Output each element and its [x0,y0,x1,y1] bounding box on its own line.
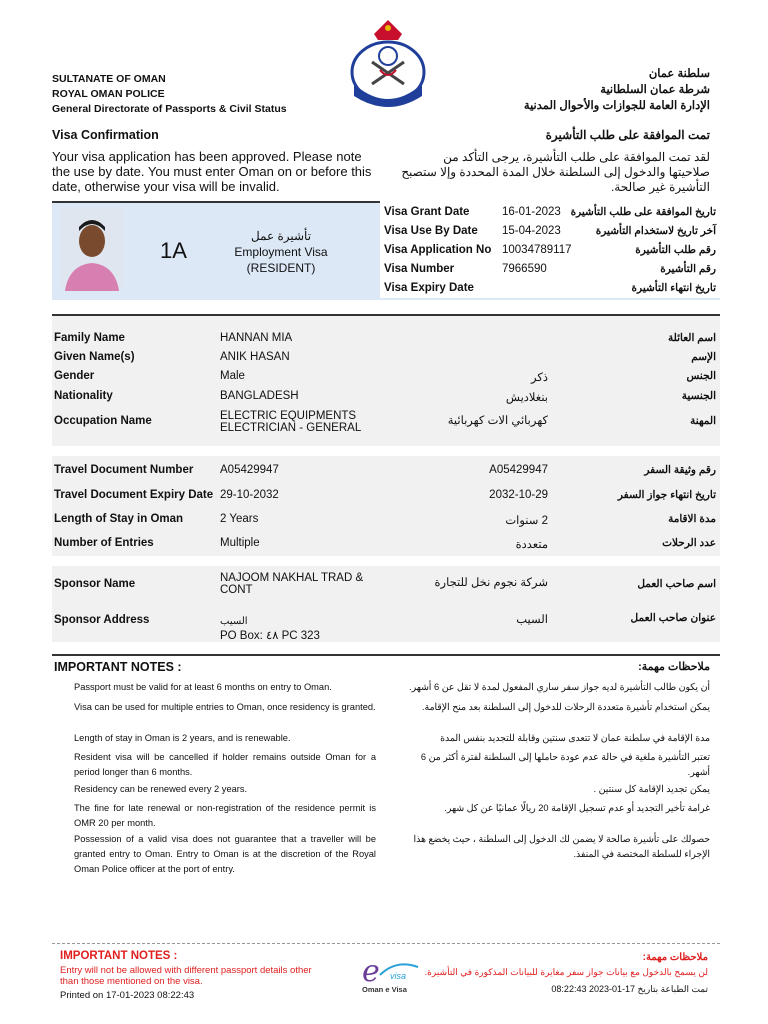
detail-label: Family Name [54,332,125,344]
note-item: Resident visa will be cancelled if holder remains outside Oman for a period longer than 6 months. [74,752,376,777]
visa-row-value: 15-04-2023 [502,225,561,237]
detail-value-ar: A05429947 [489,464,548,476]
svg-text:e: e [362,955,380,989]
detail-label: Occupation Name [54,415,152,427]
visa-row-value: 16-01-2023 [502,206,561,218]
note-item-ar: تعتبر التأشيرة ملغية في حالة عدم عودة حاملها إلى السلطنة لفترة أكثر من 6 أشهر. [420,752,710,777]
detail-label: Given Name(s) [54,351,135,363]
detail-label-ar: المهنة [690,415,716,427]
visa-row-label: Visa Grant Date [384,206,470,218]
detail-value-ar: متعددة [515,539,548,551]
detail-value-ar: 2032-10-29 [489,489,548,501]
detail-label: Sponsor Address [54,614,150,626]
detail-label-ar: الإسم [691,351,716,363]
detail-label: Nationality [54,390,113,402]
detail-value: BANGLADESH [220,390,299,402]
header-line-ar: سلطنة عمان [648,68,710,80]
note-item-ar: أن يكون طالب التأشيرة لديه جواز سفر ساري المفعول لمدة لا تقل عن 6 أشهر. [409,682,710,692]
detail-label-ar: مدة الاقامة [668,513,716,525]
printed-on: Printed on 17-01-2023 08:22:43 [60,990,195,1001]
detail-value: Male [220,370,245,382]
detail-label-ar: اسم العائلة [667,332,716,344]
visa-row-label-ar: تاريخ الموافقة على طلب التأشيرة [570,206,716,218]
header-right-ar [524,66,710,114]
sponsor-section [52,566,720,642]
detail-label-ar: عدد الرحلات [662,537,716,549]
notes-title-ar: ملاحظات مهمة: [638,661,710,673]
footer-text: Entry will not be allowed with different passport details other than those mentioned on the visa. [60,965,312,987]
note-item: Visa can be used for multiple entries to Oman, once residency is granted. [74,702,376,712]
note-item: Length of stay in Oman is 2 years, and is renewable. [74,733,291,743]
detail-value-ar: كهربائي الات كهربائية [447,415,548,427]
visa-row-label: Visa Use By Date [384,225,478,237]
detail-value: ELECTRIC EQUIPMENTS ELECTRICIAN - GENERAL [220,410,362,434]
detail-value-ar: بنغلاديش [505,392,548,404]
detail-value: Multiple [220,537,260,549]
note-item-ar: يمكن تجديد الإقامة كل سنتين . [593,784,710,794]
visa-row [380,203,720,222]
confirmation-message: Your visa application has been approved. Please note the use by date. You must enter Oman on or before this date, otherwise your visa will be invalid. [52,149,372,194]
detail-value-ar: ذكر [531,372,548,384]
note-item: Residency can be renewed every 2 years. [74,784,248,794]
footer-title-ar: ملاحظات مهمة: [642,952,708,963]
personal-details-section [52,314,720,446]
visa-row-label: Visa Expiry Date [384,282,474,294]
detail-value: PO Box: ٤٨ PC 323 [220,630,320,642]
note-item-ar: غرامة تأخير التجديد أو عدم تسجيل الإقامة 20 ريالًا عمانيًا عن كل شهر. [444,803,710,813]
visa-row-label: Visa Number [384,263,455,275]
travel-details-section [52,456,720,556]
note-item: Passport must be valid for at least 6 months on entry to Oman. [74,682,332,692]
visa-row-label-ar: تاريخ انتهاء التأشيرة [631,282,716,294]
visa-row [380,222,720,241]
visa-type-block [232,228,330,276]
royal-oman-police-emblem [344,14,432,114]
svg-text:visa: visa [390,971,407,981]
detail-label-ar: عنوان صاحب العمل [630,612,716,624]
detail-label: Number of Entries [54,537,154,549]
detail-label: Gender [54,370,95,382]
logo-text: Oman e Visa [362,985,407,994]
visa-details-table [380,201,720,298]
note-item-ar: يمكن استخدام تأشيرة متعددة الرحلات للدخول إلى السلطنة بعد منح الإقامة. [421,702,710,712]
visa-row-label-ar: رقم التأشيرة [660,263,716,275]
note-item-ar: حصولك على تأشيرة صالحة لا يضمن لك الدخول إلى السلطنة ، حيث يخضع هذا الإجراء للسلطة المختصة في المنفذ. [413,834,710,859]
header-line: ROYAL OMAN POLICE [52,88,165,100]
header-line: SULTANATE OF OMAN [52,73,166,85]
visa-row [380,241,720,260]
notes-title: IMPORTANT NOTES : [54,660,182,674]
detail-label: Sponsor Name [54,578,136,590]
visa-subtype: (RESIDENT) [246,261,316,275]
detail-value-ar-small: السيب [220,616,248,627]
visa-code: 1A [160,238,187,263]
visa-row-label-ar: آخر تاريخ لاستخدام التأشيرة [595,225,716,237]
confirmation-title-ar: تمت الموافقة على طلب التأشيرة [545,128,710,142]
detail-row [52,608,720,642]
confirmation-message-ar: لقد تمت الموافقة على طلب التأشيرة، يرجى التأكد من صلاحيتها والدخول إلى السلطنة خلال المدة المحددة وإلا ستصبح التأشيرة غير صالحة. [401,150,710,194]
detail-row [52,569,720,599]
visa-row [380,260,720,279]
applicant-photo [61,207,123,291]
notes-divider [52,654,720,656]
header-line-ar: الإدارة العامة للجوازات والأحوال المدنية [523,100,710,112]
detail-label-ar: تاريخ انتهاء جواز السفر [617,489,716,501]
note-item-ar: مدة الإقامة في سلطنة عمان لا تتعدى سنتين وقابلة للتجديد بنفس المدة [440,733,710,743]
visa-row-label-ar: رقم طلب التأشيرة [635,244,716,256]
note-item: Possession of a valid visa does not guarantee that a traveller will be granted entry to Oman. Entry to Oman is at the discretion of the Royal Oman Police officer at the port of entry. [74,834,376,874]
detail-value-ar: السيب [516,614,548,626]
header-line: General Directorate of Passports & Civil Status [52,103,287,115]
footer-text-ar: لن يسمح بالدخول مع بيانات جواز سفر مغايرة للبيانات المذكورة في التأشيرة. [424,967,708,977]
detail-value: HANNAN MIA [220,332,293,344]
detail-value: ANIK HASAN [220,351,290,363]
header-left [52,72,287,117]
printed-on-ar: تمت الطباعة بتاريخ 17-01-2023 08:22:43 [551,984,708,994]
visa-type-ar: تأشيرة عمل [250,229,312,243]
detail-label-ar: الجنسية [681,390,716,402]
detail-value: A05429947 [220,464,279,476]
detail-label: Length of Stay in Oman [54,513,184,525]
confirmation-title: Visa Confirmation [52,128,159,142]
detail-value-ar: 2 سنوات [505,515,548,527]
visa-row-value: 10034789117 [502,244,572,256]
detail-value: NAJOOM NAKHAL TRAD & CONT [220,572,364,596]
footer-title: IMPORTANT NOTES : [60,950,178,962]
detail-label-ar: الجنس [686,370,716,382]
header-line-ar: شرطة عمان السلطانية [600,84,710,96]
visa-row-value: 7966590 [502,263,547,275]
visa-row [380,279,720,298]
detail-value-ar: شركة نجوم نخل للتجارة [434,577,548,589]
note-item: The fine for late renewal or non-registration of the residence permit is OMR 20 per month. [74,803,376,828]
detail-value: 2 Years [220,513,259,525]
detail-label: Travel Document Number [54,464,194,476]
detail-label-ar: رقم وثيقة السفر [644,464,716,476]
visa-row-label: Visa Application No [384,244,492,256]
detail-label-ar: اسم صاحب العمل [637,578,716,590]
visa-type: Employment Visa [234,245,328,259]
detail-value: 29-10-2032 [220,489,279,501]
detail-label: Travel Document Expiry Date [54,489,214,501]
